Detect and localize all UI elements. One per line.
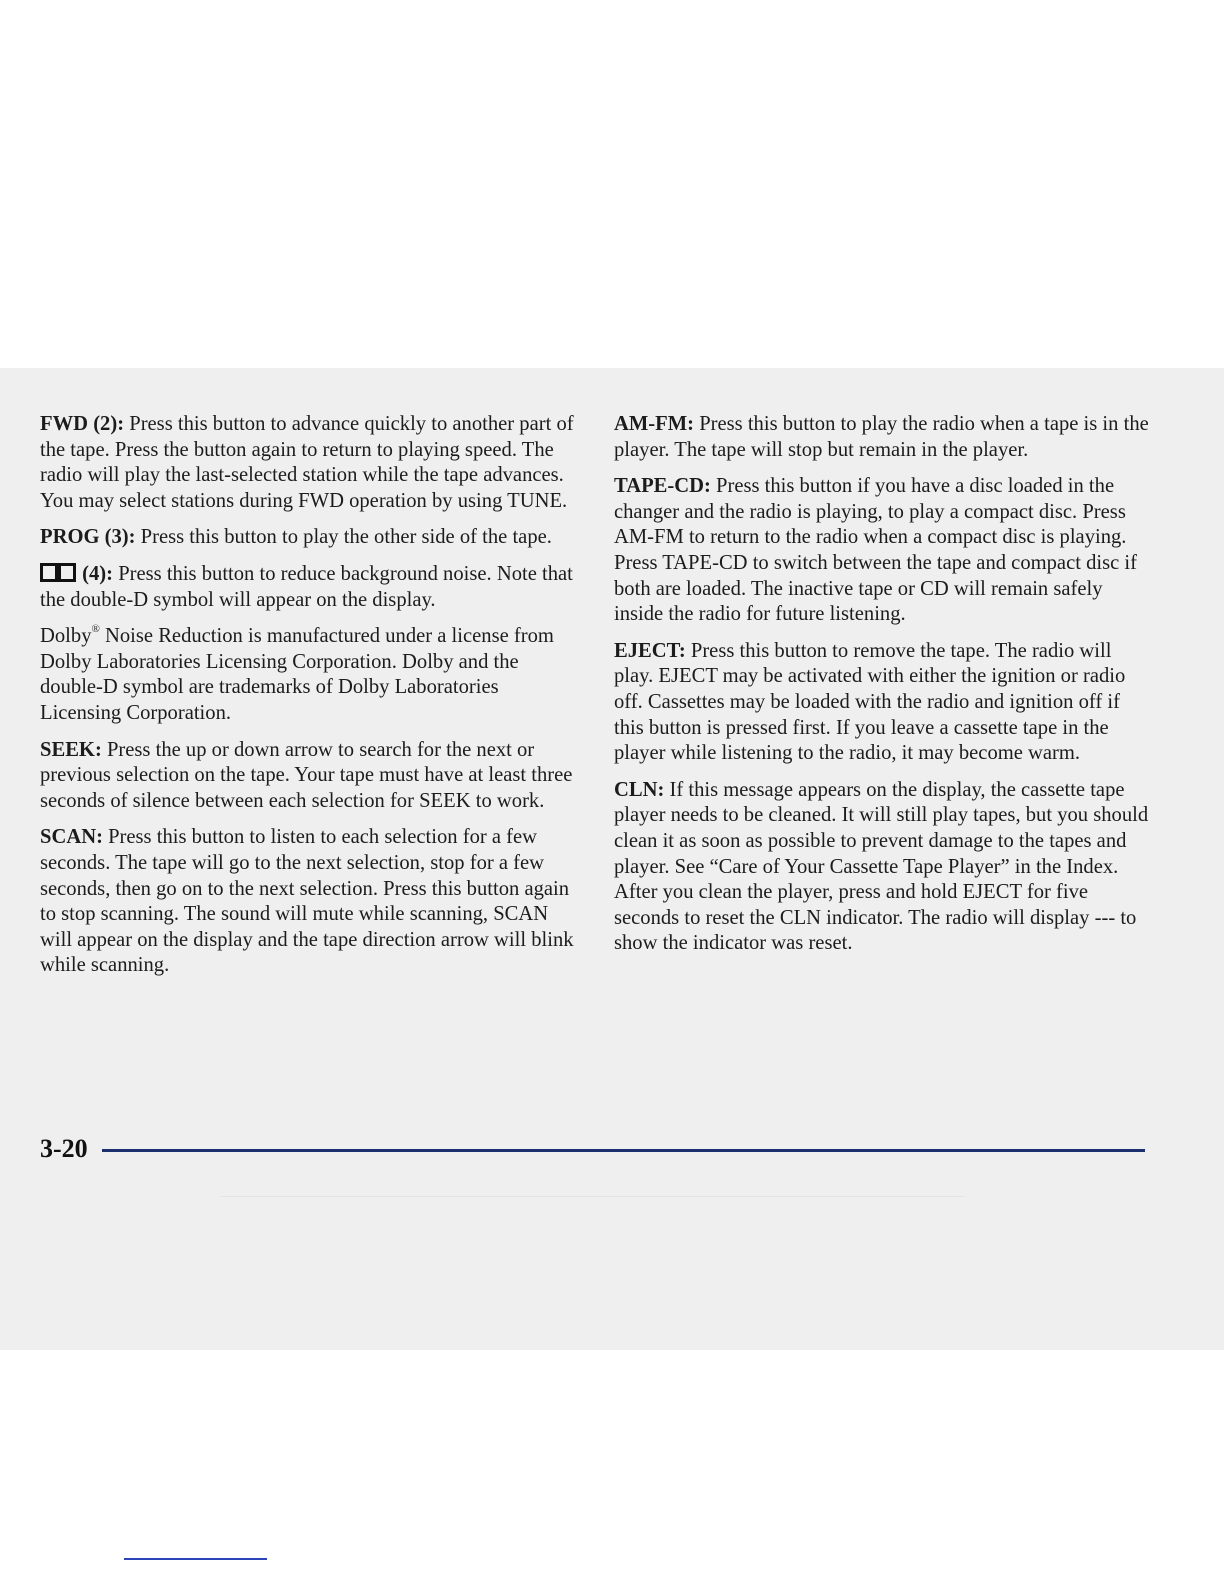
bottom-link-underline [124, 1558, 267, 1560]
dolby-nr-text: Press this button to reduce background noise. Note that the double-D symbol will appear on the display. [40, 562, 573, 611]
right-column [614, 412, 1154, 968]
am-fm-term: AM-FM: [614, 413, 695, 435]
tape-cd-text: Press this button if you have a disc loaded in the changer and the radio is playing, to play a compact disc. Press AM-FM to return to the radio when a compact disc is playing. Press TAPE-CD to switch between the tape and compact disc if both are loaded. The inactive tape or CD will remain safely inside the radio for future listening. [614, 475, 1137, 626]
dolby-trademark-paragraph [40, 624, 575, 726]
dolby-lead: Dolby [40, 625, 92, 648]
scan-paragraph [40, 825, 575, 979]
eject-text: Press this button to remove the tape. The radio will play. EJECT may be activated with either the ignition or radio off. Cassettes may be loaded with the radio and ignition off if this button is pressed first. If you leave a cassette tape in the player while listening to the radio, it may become warm. [614, 639, 1126, 765]
fwd-term: FWD (2): [40, 413, 125, 435]
prog-term: PROG (3): [40, 526, 136, 549]
cln-paragraph [614, 778, 1154, 957]
left-column [40, 412, 575, 990]
dolby-trademark-text: Noise Reduction is manufactured under a license from Dolby Laboratories Licensing Corporation. Dolby and the double-D symbol are trademarks of Dolby Laboratories Licensing Corporation. [40, 625, 554, 724]
seek-term: SEEK: [40, 738, 102, 761]
tape-cd-paragraph [614, 474, 1154, 628]
cln-term: CLN: [614, 778, 665, 801]
double-d-icon [40, 563, 76, 582]
seek-text: Press the up or down arrow to search for the next or previous selection on the tape. Your tape must have at least three seconds of silence between each selection for SEEK to work. [40, 738, 573, 812]
scan-term: SCAN: [40, 826, 103, 849]
eject-paragraph [614, 639, 1154, 767]
footer-rule [102, 1149, 1145, 1152]
dolby-nr-term: (4): [82, 562, 114, 585]
prog-text: Press this button to play the other side of the tape. [140, 526, 552, 549]
fwd-paragraph [40, 412, 575, 514]
scan-text: Press this button to listen to each selection for a few seconds. The tape will go to the next selection, stop for a few seconds, then go on to the next selection. Press this button again to stop scanning. The sound will mute while scanning, SCAN will appear on the display and the tape direction arrow will blink while scanning. [40, 826, 574, 977]
registered-mark: ® [91, 623, 100, 636]
prog-paragraph [40, 525, 575, 551]
eject-term: EJECT: [614, 639, 686, 662]
tape-cd-term: TAPE-CD: [614, 475, 711, 498]
page-number: 3-20 [40, 1134, 88, 1163]
fwd-text: Press this button to advance quickly to another part of the tape. Press the button again to return to playing speed. The radio will play the last-selected station while the tape advances. You may select stations during FWD operation by using TUNE. [40, 413, 574, 512]
seek-paragraph [40, 738, 575, 815]
am-fm-text: Press this button to play the radio when a tape is in the player. The tape will stop but remain in the player. [614, 413, 1149, 461]
cln-text: If this message appears on the display, the cassette tape player needs to be cleaned. It will still play tapes, but you should clean it as soon as possible to prevent damage to the tapes and player. See “Care of Your Cassette Tape Player” in the Index. After you clean the player, press and hold EJECT for five seconds to reset the CLN indicator. The radio will display --- to show the indicator was reset. [614, 778, 1149, 955]
dolby-nr-paragraph [40, 562, 575, 613]
faint-divider [220, 1196, 965, 1197]
am-fm-paragraph [614, 412, 1154, 463]
